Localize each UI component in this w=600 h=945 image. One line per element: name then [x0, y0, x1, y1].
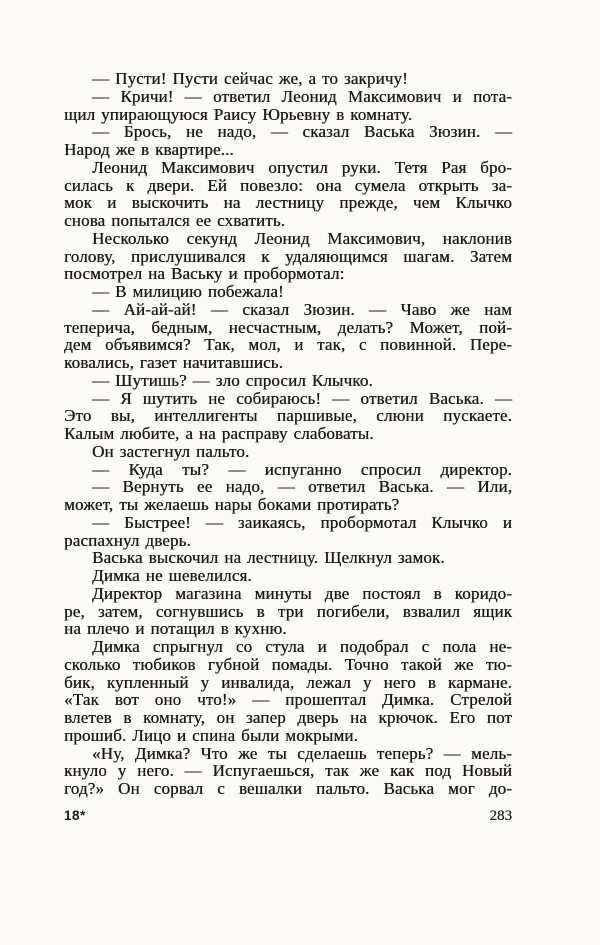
text-line: мок и выскочить на лестницу прежде, чем Клычко: [64, 193, 512, 213]
text-line: влетев в комнату, он запер дверь на крючок. Его пот: [64, 708, 512, 727]
text-line: год?» Он сорвал с вешалки пальто. Васька мог до-: [64, 779, 512, 798]
text-line: ковались, газет начитавшись.: [64, 353, 283, 372]
text-line: снова попытался ее схватить.: [64, 211, 286, 230]
text-line: — В милицию побежала!: [92, 282, 284, 301]
text-line: Васька выскочил на лестницу. Щелкнул замок.: [92, 548, 445, 568]
text-line: — Я шутить не собираюсь! — ответил Васька. —: [92, 388, 512, 408]
text-line: теперича, бедным, несчастным, делать? Может, пой-: [64, 317, 512, 337]
text-line: кнуло у него. — Испугаешься, так же как под Новый: [64, 761, 512, 781]
text-line: силась к двери. Ей повезло: она сумела открыть за-: [64, 175, 512, 195]
text-line: — Шутишь? — зло спросил Клычко.: [92, 370, 373, 390]
text-line: Народ же в квартире...: [64, 140, 234, 159]
text-line: — Пусти! Пусти сейчас же, а то закричу!: [92, 69, 408, 88]
text-line: сколько тюбиков губной помады. Точно такой же тю-: [64, 654, 512, 674]
text-line: — Куда ты? — испуганно спросил директор.: [92, 459, 512, 479]
text-line: Димка не шевелился.: [92, 566, 252, 585]
text-line: «Так вот оно что!» — прошептал Димка. Стрелой: [64, 690, 512, 710]
page-footer: [64, 808, 512, 825]
text-line: распахнул дверь.: [64, 530, 191, 550]
page-number: 283: [489, 808, 512, 824]
text-line: прошиб. Лицо и спина были мокрыми.: [64, 725, 358, 745]
text-line: посмотрел на Ваську и пробормотал:: [64, 264, 345, 284]
text-line: может, ты желаешь нары боками протирать?: [64, 495, 400, 514]
text-line: — Брось, не надо, — сказал Васька Зюзин. —: [92, 122, 512, 142]
text-line: на плечо и потащил в кухню.: [64, 619, 287, 639]
text-line: щил упирающуюся Раису Юрьевну в комнату.: [64, 104, 413, 124]
text-line: — Вернуть ее надо, — ответил Васька. — Или,: [92, 477, 512, 497]
text-line: Директор магазина минуты две постоял в коридо-: [92, 583, 512, 603]
text-block: [64, 70, 512, 798]
text-line: Димка спрыгнул со стула и подобрал с пола не-: [92, 637, 512, 656]
text-line: ре, затем, согнувшись в три погибели, взвалил ящик: [64, 601, 512, 621]
text-line: — Ай-ай-ай! — сказал Зюзин. — Чаво же нам: [92, 299, 512, 319]
text-line: голову, прислушивался к удаляющимся шагам. Затем: [64, 246, 512, 266]
signature-mark: 18*: [64, 808, 86, 823]
text-line: Несколько секунд Леонид Максимович, наклонив: [92, 228, 512, 248]
text-line: Он застегнул пальто.: [92, 441, 250, 461]
text-line: Калым любите, а на расправу слабоваты.: [64, 424, 374, 443]
text-line: — Кричи! — ответил Леонид Максимович и пота-: [92, 86, 512, 106]
text-line: дем объявимся? Так, мол, и так, с повинной. Пере-: [64, 335, 512, 355]
text-line: — Быстрее! — заикаясь, пробормотал Клычко и: [92, 512, 512, 532]
text-line: бик, купленный у инвалида, лежал у него в кармане.: [64, 672, 512, 692]
text-line: «Ну, Димка? Что же ты сделаешь теперь? — мель-: [92, 743, 512, 763]
text-line: Это вы, интеллигенты паршивые, слюни пускаете.: [64, 406, 512, 426]
text-line: Леонид Максимович опустил руки. Тетя Рая бро-: [92, 157, 512, 177]
